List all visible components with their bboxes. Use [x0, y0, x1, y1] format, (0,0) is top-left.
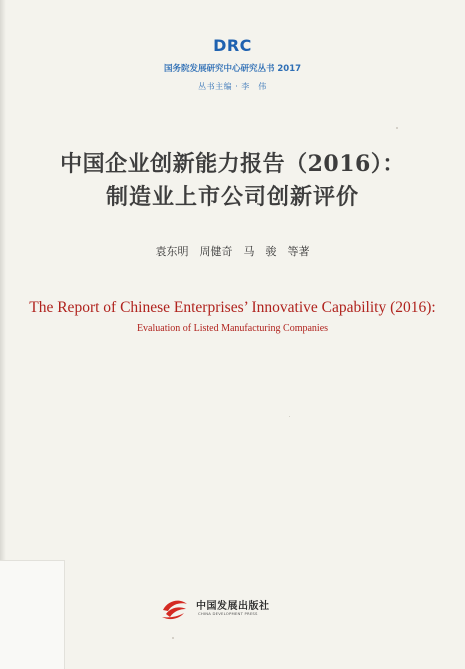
authors: 袁东明 周健奇 马 骏 等著 [155, 245, 310, 258]
subtitle-en: Evaluation of Listed Manufacturing Companies [136, 323, 329, 334]
library-label-patch [0, 560, 65, 669]
paper-speck [396, 127, 398, 129]
series-editor: 丛书主编 · 李 伟 [198, 82, 267, 91]
publisher-name-en: CHINA DEVELOPMENT PRESS [198, 611, 258, 616]
publisher-name-cn: 中国发展出版社 [196, 601, 270, 612]
title-cn-line1: 中国企业创新能力报告（2016）： [60, 151, 405, 177]
china-development-press-logo-icon [160, 596, 190, 622]
paper-speck [289, 416, 290, 417]
drc-logo: DRC [213, 36, 252, 55]
paper-speck [172, 637, 174, 639]
title-cn-line2: 制造业上市公司创新评价 [105, 184, 359, 210]
publisher-block [160, 596, 320, 622]
title-en: The Report of Chinese Enterprises’ Innovative Capability (2016): [29, 299, 436, 316]
series-title: 国务院发展研究中心研究丛书 2017 [163, 64, 302, 74]
